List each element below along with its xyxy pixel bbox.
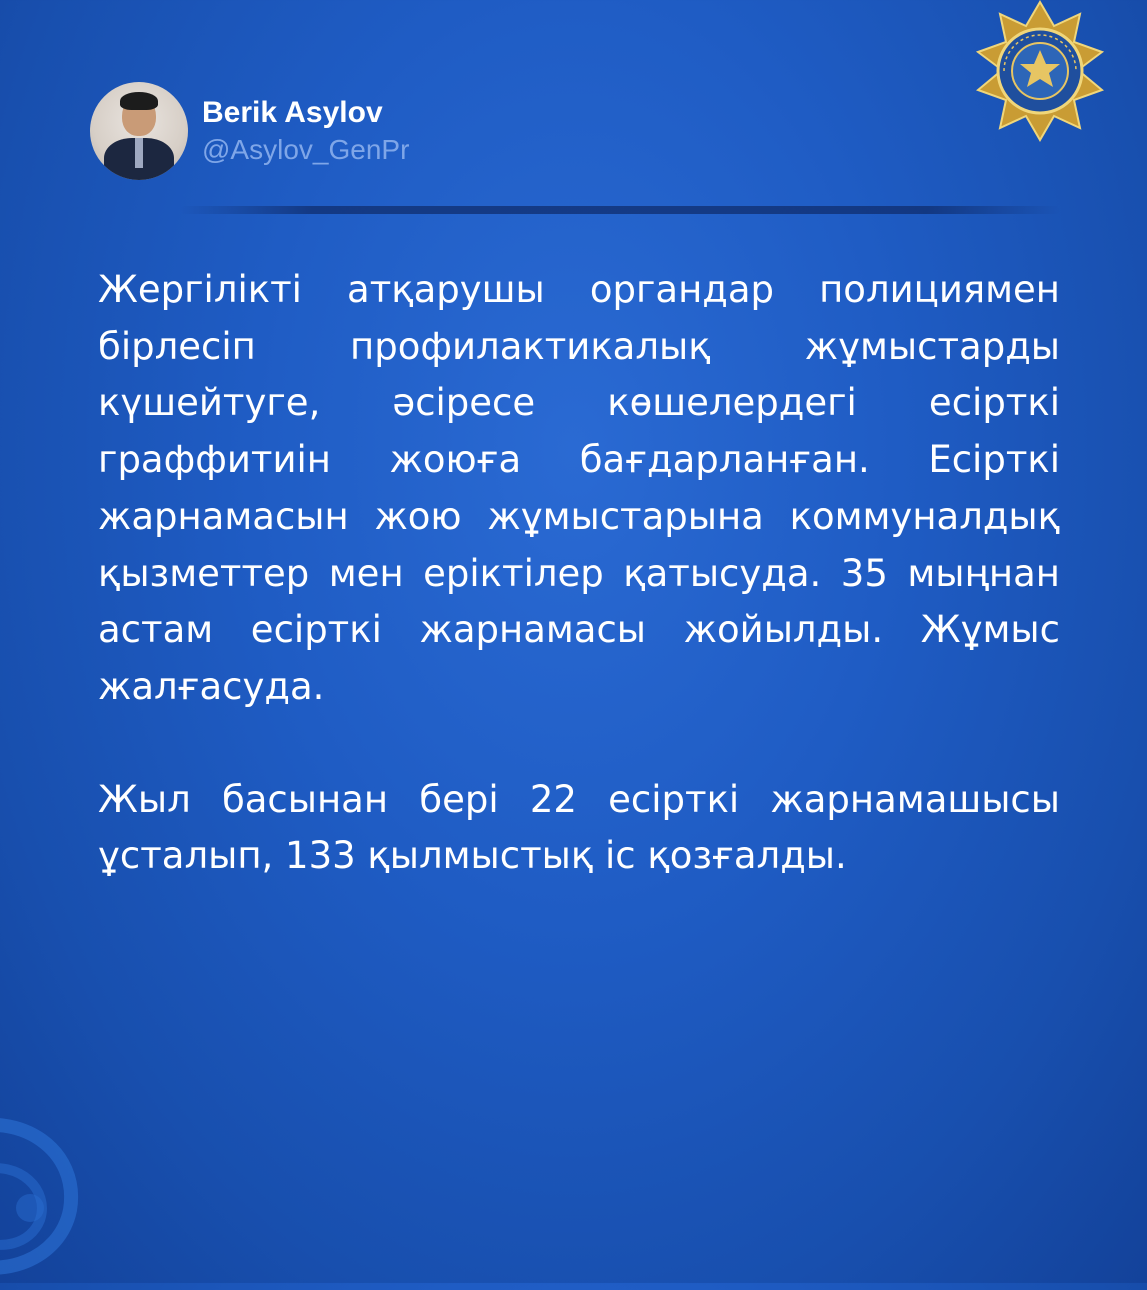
post-paragraph-2: Жыл басынан бері 22 есірткі жарнамашысы ұсталып, 133 қылмыстық іс қозғалды. [98, 777, 1060, 878]
avatar[interactable] [90, 82, 188, 180]
avatar-tie [135, 138, 143, 168]
profile-name[interactable]: Berik Asylov [202, 96, 383, 129]
ornament-decoration [0, 1090, 130, 1290]
header-divider [180, 206, 1060, 214]
profile-header [90, 82, 409, 180]
profile-name-block [202, 94, 409, 168]
post-text [98, 262, 1060, 885]
avatar-hair [120, 92, 158, 110]
post-paragraph-1: Жергілікті атқарушы органдар полициямен бірлесіп профилактикалық жұмыстарды күшейтуге, әсіресе көшелердегі есірткі граффитиін жоюға бағдарланған. Есірткі жарнамасын жою жұмыстарына коммуналдық қызметтер мен еріктілер қатысуда. 35 мыңнан астам есірткі жарнамасы жойылды. Жұмыс жалғасуда. [98, 268, 1060, 708]
prosecutor-office-emblem-icon [974, 0, 1106, 142]
profile-handle[interactable]: @Asylov_GenPr [202, 134, 410, 165]
